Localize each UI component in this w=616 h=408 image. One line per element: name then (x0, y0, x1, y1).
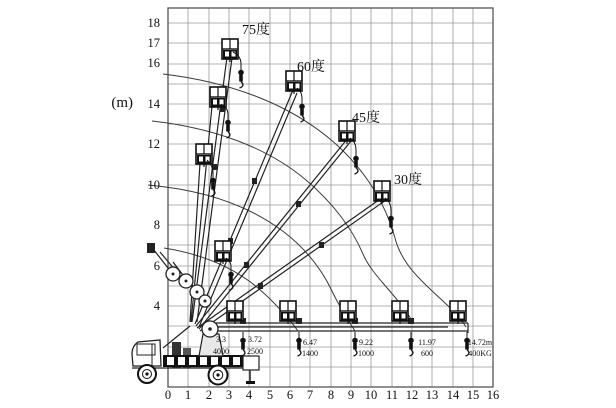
truck (132, 334, 259, 385)
angle-label-75: 75度 (242, 23, 270, 38)
basket-horizontal-4 (392, 301, 408, 324)
y-axis (111, 16, 160, 313)
x-axis-tick-label: 7 (306, 388, 314, 402)
x-axis-tick-label: 10 (364, 388, 378, 402)
capacity-radius-label: 3.72 (248, 335, 262, 344)
x-axis-tick-label: 8 (327, 388, 335, 402)
hook-radius-6-47 (296, 332, 302, 356)
x-axis-tick-label: 5 (266, 388, 274, 402)
y-axis-tick-label: 14 (147, 97, 160, 111)
x-axis-tick-label: 13 (425, 388, 439, 402)
hook-radius-3-72 (240, 332, 246, 356)
x-axis-tick-label: 0 (164, 388, 172, 402)
boom-section-collars (147, 106, 414, 324)
capacity-value-label: 1400 (302, 349, 318, 358)
basket-horizontal-1 (227, 301, 243, 324)
x-axis (165, 388, 499, 402)
hook-75deg-mid (225, 114, 231, 138)
basket-horizontal-3 (340, 301, 356, 324)
basket-horizontal-5 (450, 301, 466, 324)
x-axis-tick-label: 14 (446, 388, 460, 402)
capacity-radius-label: 11.97 (418, 338, 436, 347)
capacity-radius-label: 3.3 (216, 335, 226, 344)
x-axis-tick-label: 3 (225, 388, 233, 402)
basket-75deg-stage3 (222, 39, 238, 62)
capacity-value-label: 400KG (468, 349, 492, 358)
boom-lines (147, 56, 468, 348)
basket-horizontal-2 (280, 301, 296, 324)
y-axis-tick-label: 10 (147, 178, 160, 192)
x-axis-tick-label: 16 (486, 388, 500, 402)
rear-wheel (209, 366, 228, 385)
y-axis-tick-label: 12 (147, 137, 160, 151)
x-axis-tick-label: 6 (286, 388, 294, 402)
angle-label-45: 45度 (352, 111, 380, 126)
capacity-value-label: 600 (421, 349, 433, 358)
front-wheel (138, 365, 156, 383)
y-axis-tick-label: 18 (147, 16, 160, 30)
load-hooks (207, 52, 470, 356)
hook-radius-11-97 (408, 332, 414, 356)
angle-label-30: 30度 (394, 173, 422, 188)
y-axis-tick-label: 16 (147, 56, 160, 70)
y-axis-tick-label: 8 (153, 218, 160, 232)
capacity-radius-label: 14.72m (467, 338, 493, 347)
capacity-value-label: 2500 (247, 347, 263, 356)
x-axis-tick-label: 9 (347, 388, 355, 402)
y-axis-tick-label: 17 (147, 36, 160, 50)
boom-horizontal (205, 323, 468, 333)
capacity-radius-label: 9.22 (359, 338, 373, 347)
y-axis-tick-label: 4 (153, 299, 160, 313)
x-axis-tick-label: 4 (245, 388, 253, 402)
x-axis-tick-label: 2 (205, 388, 213, 402)
capacity-radius-label: 6.47 (303, 338, 317, 347)
capacity-labels (213, 335, 493, 358)
x-axis-tick-label: 12 (405, 388, 419, 402)
angle-label-60: 60度 (297, 60, 325, 75)
x-axis-tick-label: 11 (385, 388, 399, 402)
hook-30deg (388, 210, 394, 234)
basket-75deg-stage2 (210, 87, 226, 110)
hook-radius-9-22 (352, 332, 358, 356)
boom-45deg (196, 138, 351, 329)
x-axis-tick-label: 1 (184, 388, 192, 402)
boom-pivot-pulleys (166, 267, 218, 337)
y-axis-unit-label: (m) (111, 95, 133, 111)
x-axis-tick-label: 15 (466, 388, 480, 402)
y-axis-tick-label: 6 (153, 259, 160, 273)
capacity-value-label: 1000 (358, 349, 374, 358)
angle-labels (242, 21, 422, 188)
rear-equipment-box (243, 356, 259, 370)
capacity-value-label: 4000 (213, 347, 229, 356)
